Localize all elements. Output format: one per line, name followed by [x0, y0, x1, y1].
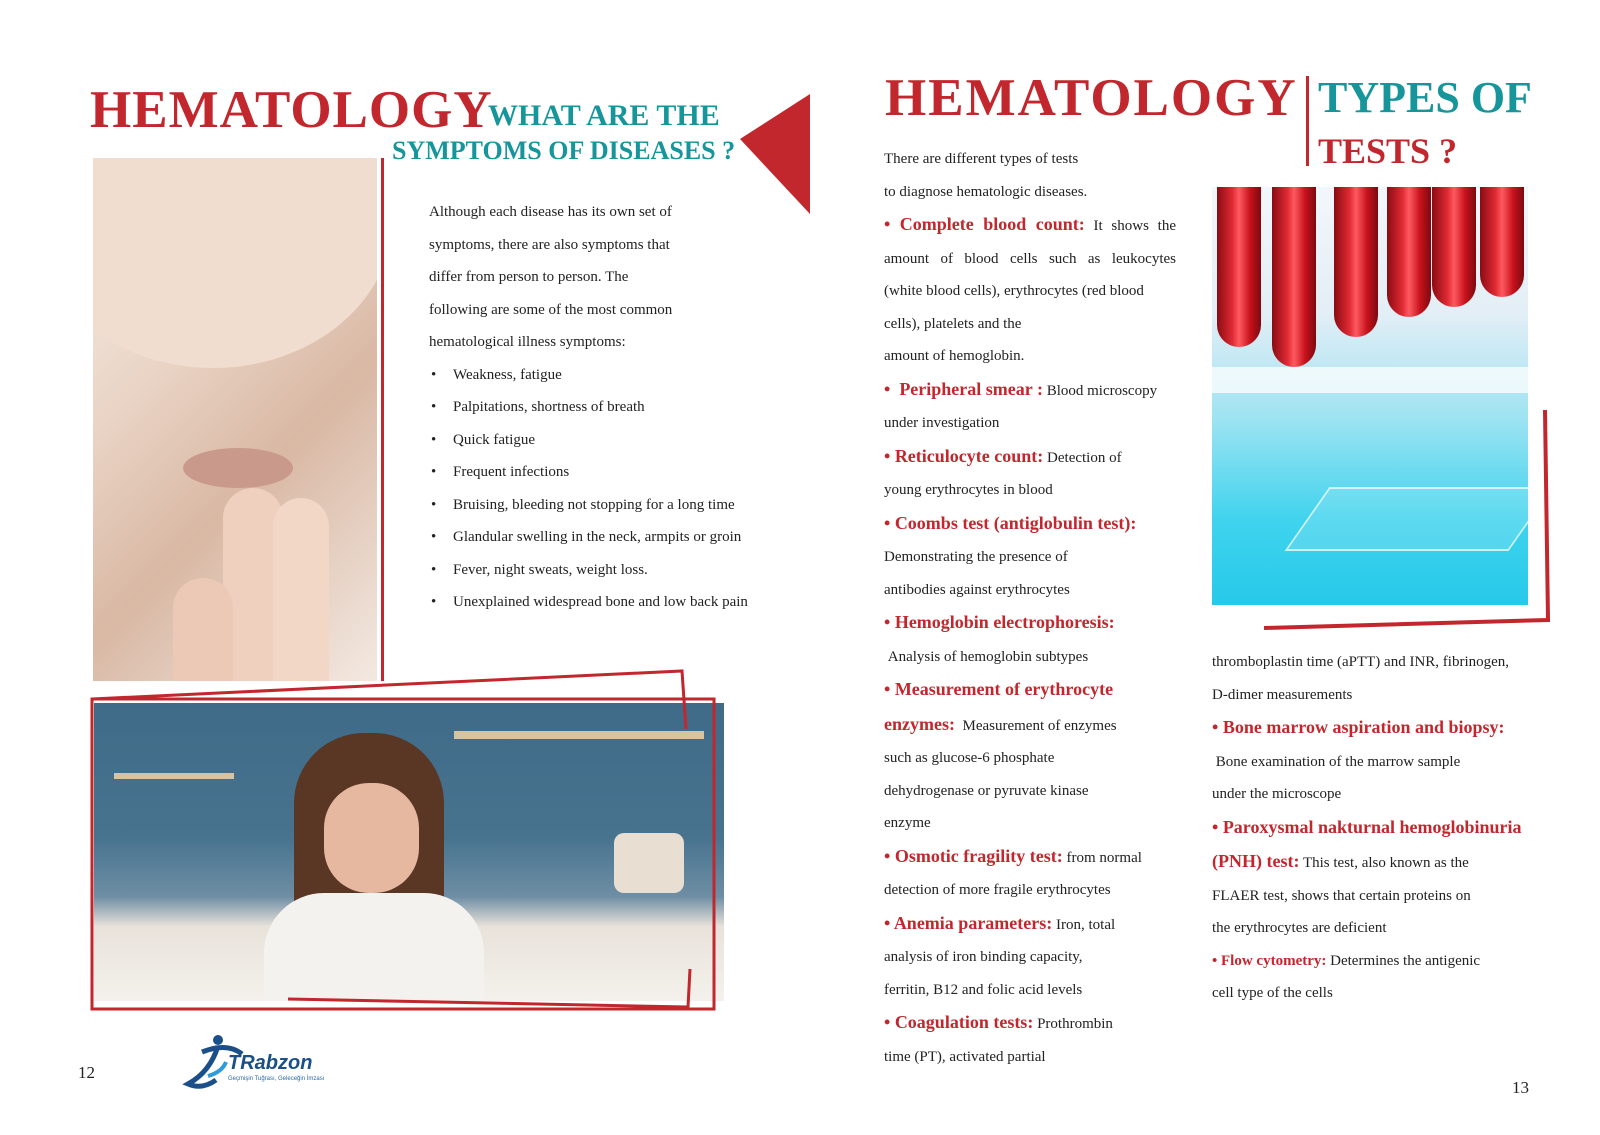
- test-osmotic: • Osmotic fragility test: from normal: [884, 845, 1142, 866]
- intro-line: Although each disease has its own set of: [429, 204, 672, 220]
- test-label: Complete blood count:: [899, 214, 1085, 234]
- test-text: Bone examination of the marrow sample: [1215, 753, 1461, 770]
- test-text: (PNH) test: This test, also known as the: [1212, 851, 1469, 871]
- symptom-item: • Quick fatigue: [429, 424, 757, 457]
- face-hand-photo: [93, 158, 377, 681]
- test-text: amount of blood cells such as leukocytes: [884, 250, 1176, 267]
- test-text: FLAER test, shows that certain proteins on: [1212, 887, 1471, 904]
- test-label: Hemoglobin electrophoresis:: [894, 612, 1115, 632]
- test-label: Paroxysmal nakturnal hemoglobinuria: [1222, 816, 1522, 837]
- test-text: under the microscope: [1212, 786, 1342, 802]
- left-page-title: HEMATOLOGY: [90, 81, 493, 139]
- right-page-title: HEMATOLOGY: [885, 69, 1298, 127]
- left-page-subtitle-line2: SYMPTOMS OF DISEASES ?: [392, 136, 736, 165]
- test-text: amount of hemoglobin.: [884, 348, 1025, 364]
- intro-line: differ from person to person. The: [429, 269, 629, 285]
- test-label: Measurement of erythrocyte: [894, 679, 1114, 699]
- photo-frame-lines: [88, 669, 728, 1019]
- symptoms-text-block: [429, 196, 757, 619]
- symptom-item: • Palpitations, shortness of breath: [429, 391, 757, 424]
- test-text: (white blood cells), erythrocytes (red blood: [884, 283, 1144, 299]
- test-text: cells), platelets and the: [884, 315, 1022, 332]
- test-reticulocyte: • Reticulocyte count: Detection of: [884, 445, 1122, 466]
- intro-line: following are some of the most common: [429, 301, 673, 318]
- test-text: antibodies against erythrocytes: [884, 581, 1070, 598]
- test-text: Demonstrating the presence of: [884, 549, 1068, 565]
- intro-line: There are different types of tests: [884, 151, 1079, 167]
- right-page-subtitle-line1: TYPES OF: [1318, 73, 1532, 122]
- test-coagulation: • Coagulation tests: Prothrombin: [884, 1012, 1113, 1032]
- tests-column-2: [1212, 646, 1552, 1010]
- test-text: enzymes: Measurement of enzymes: [884, 713, 1117, 734]
- logo-tagline: Geçmişin Tuğrası, Geleceğin İmzası: [228, 1076, 325, 1082]
- test-cbc: • Complete blood count: It shows the: [884, 214, 1177, 234]
- test-text: analysis of iron binding capacity,: [884, 949, 1083, 965]
- test-enzymes: • Measurement of erythrocyte: [884, 679, 1114, 699]
- symptom-item: • Weakness, fatigue: [429, 359, 757, 392]
- test-text: young erythrocytes in blood: [884, 482, 1053, 498]
- symptom-item: • Bruising, bleeding not stopping for a long time: [429, 489, 757, 522]
- tests-column-1: [884, 143, 1176, 1073]
- test-text: enzyme: [884, 815, 931, 831]
- test-label: Coombs test (antiglobulin test):: [894, 512, 1137, 533]
- test-text: D-dimer measurements: [1212, 686, 1353, 703]
- red-divider-line: [1306, 76, 1309, 166]
- test-coombs: • Coombs test (antiglobulin test):: [884, 512, 1137, 533]
- photo-frame-lines: [1262, 410, 1552, 630]
- intro-line: to diagnose hematologic diseases.: [884, 183, 1088, 200]
- test-electrophoresis: • Hemoglobin electrophoresis:: [884, 612, 1115, 632]
- test-text: Analysis of hemoglobin subtypes: [887, 648, 1089, 665]
- test-text: time (PT), activated partial: [884, 1048, 1046, 1065]
- test-label: Osmotic fragility test:: [894, 845, 1063, 866]
- test-text: dehydrogenase or pyruvate kinase: [884, 782, 1089, 799]
- test-text: under investigation: [884, 415, 1000, 431]
- symptom-item: • Unexplained widespread bone and low back pain: [429, 586, 757, 619]
- test-label: Flow cytometry:: [1221, 952, 1327, 969]
- symptom-item: • Fever, night sweats, weight loss.: [429, 554, 757, 587]
- right-page-subtitle-line2: TESTS ?: [1318, 131, 1458, 171]
- test-text: the erythrocytes are deficient: [1212, 920, 1387, 936]
- red-divider-line: [381, 158, 384, 681]
- symptom-item: • Glandular swelling in the neck, armpits or groin: [429, 521, 757, 554]
- logo-wordmark: TRabzon: [228, 1052, 313, 1074]
- intro-line: symptoms, there are also symptoms that: [429, 236, 670, 253]
- test-text: thromboplastin time (aPTT) and INR, fibrinogen,: [1212, 654, 1510, 670]
- symptom-item: • Frequent infections: [429, 456, 757, 489]
- page-number-left: 12: [78, 1063, 95, 1082]
- test-label: Bone marrow aspiration and biopsy:: [1222, 717, 1505, 737]
- test-text: ferritin, B12 and folic acid levels: [884, 981, 1083, 998]
- left-page-subtitle-line1: WHAT ARE THE: [488, 99, 720, 132]
- test-label: Reticulocyte count:: [894, 445, 1044, 466]
- page-number-right: 13: [1512, 1078, 1529, 1097]
- test-bone-marrow: • Bone marrow aspiration and biopsy:: [1212, 717, 1505, 737]
- test-label: Peripheral smear :: [899, 378, 1043, 399]
- test-label: Coagulation tests:: [894, 1012, 1034, 1032]
- test-text: such as glucose-6 phosphate: [884, 750, 1055, 766]
- test-pnh: • Paroxysmal nakturnal hemoglobinuria: [1212, 816, 1522, 837]
- test-anemia: • Anemia parameters: Iron, total: [884, 912, 1116, 933]
- symptoms-list: [429, 359, 757, 619]
- intro-line: hematological illness symptoms:: [429, 334, 626, 350]
- test-text: cell type of the cells: [1212, 985, 1333, 1001]
- test-smear: • Peripheral smear : Blood microscopy: [884, 378, 1158, 399]
- test-flow-cytometry: • Flow cytometry: Determines the antigenic: [1212, 952, 1481, 969]
- test-label: Anemia parameters:: [893, 912, 1053, 933]
- test-text: detection of more fragile erythrocytes: [884, 882, 1111, 898]
